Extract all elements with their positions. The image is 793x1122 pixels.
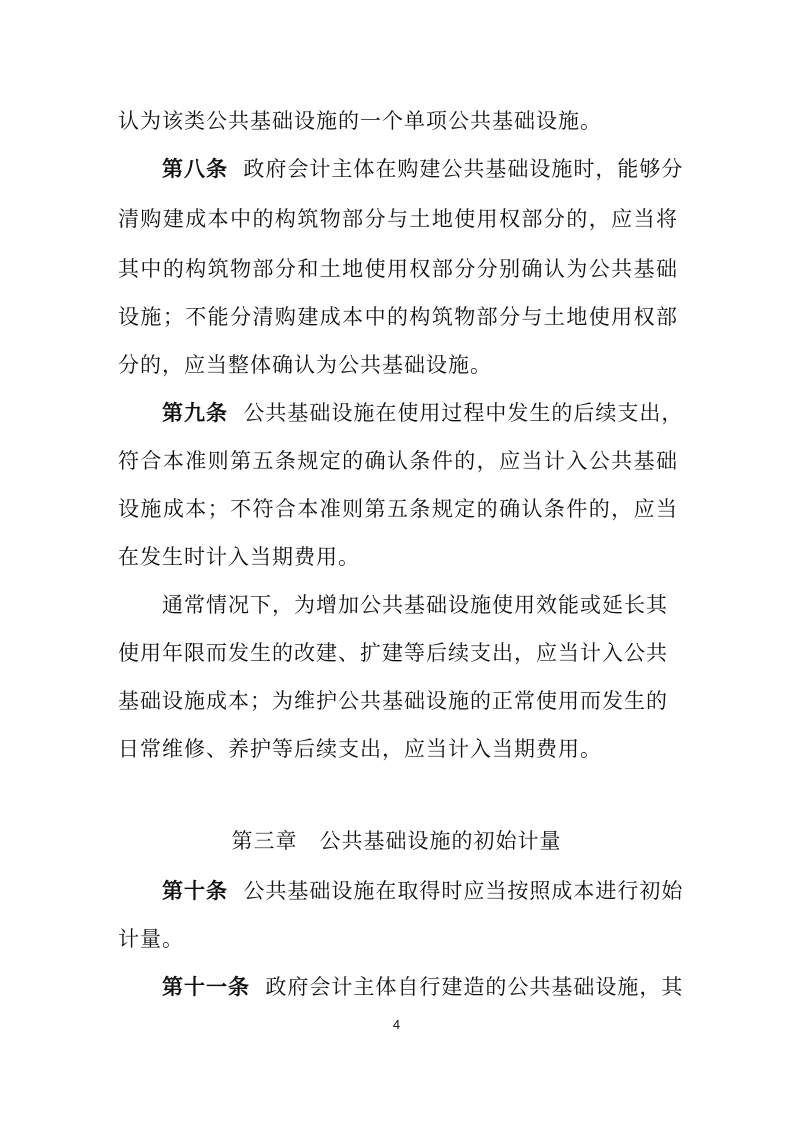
paragraph-line: 基础设施成本；为维护公共基础设施的正常使用而发生的: [118, 689, 668, 713]
paragraph-line: 认为该类公共基础设施的一个单项公共基础设施。: [118, 109, 602, 133]
article-9-line-4: 在发生时计入当期费用。: [118, 545, 360, 569]
article-9-line-3: 设施成本；不符合本准则第五条规定的确认条件的，应当: [118, 497, 678, 521]
article-11-line-1: 第十一条 政府会计主体自行建造的公共基础设施，其: [162, 975, 684, 999]
paragraph-line: 日常维修、养护等后续支出，应当计入当期费用。: [118, 737, 602, 761]
article-8-label: 第八条: [162, 157, 228, 181]
article-10-line-1: 第十条 公共基础设施在取得时应当按照成本进行初始: [162, 879, 684, 903]
chapter-heading: 第三章 公共基础设施的初始计量: [231, 829, 562, 853]
article-11-label: 第十一条: [162, 975, 250, 999]
article-8-line-5: 分的，应当整体确认为公共基础设施。: [118, 353, 492, 377]
article-8-line-1: 第八条 政府会计主体在购建公共基础设施时，能够分: [162, 157, 684, 181]
article-8-line-4: 设施；不能分清购建成本中的构筑物部分与土地使用权部: [118, 305, 678, 329]
article-9-line-1: 第九条 公共基础设施在使用过程中发生的后续支出，: [162, 401, 684, 425]
paragraph-line: 使用年限而发生的改建、扩建等后续支出，应当计入公共: [118, 641, 668, 665]
paragraph-line: 通常情况下，为增加公共基础设施使用效能或延长其: [162, 593, 668, 617]
page-number: 4: [392, 1017, 401, 1032]
article-8-line-2: 清购建成本中的构筑物部分与土地使用权部分的，应当将: [118, 207, 678, 231]
article-10-label: 第十条: [162, 879, 228, 903]
article-10-line-2: 计量。: [118, 927, 184, 951]
article-9-line-2: 符合本准则第五条规定的确认条件的，应当计入公共基础: [118, 449, 678, 473]
article-8-line-3: 其中的构筑物部分和土地使用权部分分别确认为公共基础: [118, 257, 678, 281]
article-9-label: 第九条: [162, 401, 228, 425]
